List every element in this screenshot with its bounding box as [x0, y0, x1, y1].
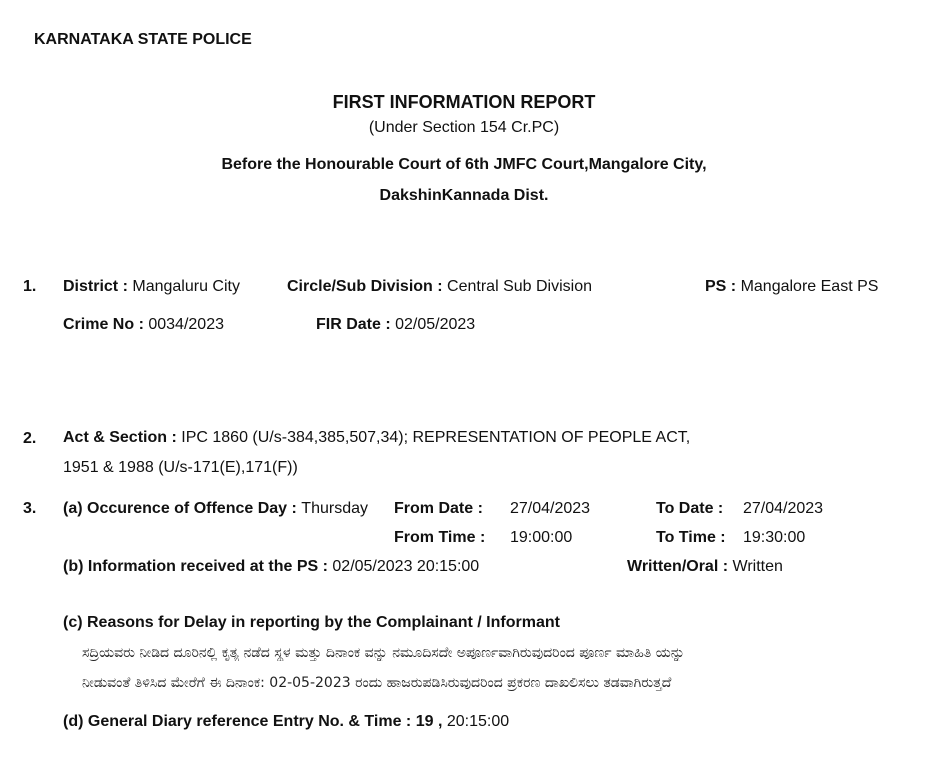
circle-label: Circle/Sub Division :: [287, 278, 443, 295]
to-time-label: To Time :: [656, 529, 726, 546]
fir-date-value: 02/05/2023: [395, 316, 476, 333]
from-date-value: 27/04/2023: [510, 500, 591, 517]
info-received-label: (b) Information received at the PS :: [63, 558, 328, 575]
from-time-label: From Time :: [394, 529, 486, 546]
page-subtitle: (Under Section 154 Cr.PC): [368, 119, 560, 136]
section-3-number: 3.: [23, 500, 37, 517]
to-time-value: 19:30:00: [743, 529, 806, 546]
fir-date-field: [316, 316, 475, 334]
act-section-value-line-1: IPC 1860 (U/s-384,385,507,34); REPRESENTATION OF PEOPLE ACT,: [181, 429, 691, 446]
general-diary-label: (d) General Diary reference Entry No. & Time : 19 ,: [63, 713, 443, 730]
crime-no-label: Crime No :: [63, 316, 144, 333]
from-time-value: 19:00:00: [510, 529, 573, 546]
page-title: FIRST INFORMATION REPORT: [332, 92, 596, 112]
district-label: District :: [63, 278, 128, 295]
fir-date-label: FIR Date :: [316, 316, 391, 333]
delay-reason-line-1: ಸದ್ರಿಯವರು ನೀಡಿದ ದೂರಿನಲ್ಲಿ ಕೃತ್ಯ ನಡೆದ ಸ್ಥಳ ಮತ್ತು ದಿನಾಂಕ ವನ್ನು ನಮೂದಿಸದೇ ಅಪೂರ್ಣವಾಗಿರುವುದರಿಂದ ಪೂರ್ಣ ಮಾಹಿತಿ ಯನ್ನು: [82, 645, 685, 661]
from-date-label: From Date :: [394, 500, 483, 517]
act-section-value-line-2: 1951 & 1988 (U/s-171(E),171(F)): [63, 459, 298, 476]
general-diary-time: 20:15:00: [446, 713, 510, 730]
general-diary-field: [63, 713, 509, 731]
written-oral-label: Written/Oral :: [627, 558, 729, 575]
act-section-field: [63, 429, 690, 447]
delay-reason-line-2: ನೀಡುವಂತೆ ತಿಳಿಸಿದ ಮೇರೆಗೆ ಈ ದಿನಾಂಕ: 02-05-2023 ರಂದು ಹಾಜರುಪಡಿಸಿರುವುದರಿಂದ ಪ್ರಕರಣ ದಾಖಲಿಸಲು ತಡವಾಗಿರುತ್ತದೆ: [82, 675, 672, 691]
district-value: Mangaluru City: [132, 278, 240, 295]
offence-day-value: Thursday: [301, 500, 368, 517]
ps-value: Mangalore East PS: [740, 278, 879, 295]
district-field: [63, 278, 240, 296]
court-line-1: Before the Honourable Court of 6th JMFC Court,Mangalore City,: [221, 156, 707, 173]
written-oral-value: Written: [732, 558, 783, 575]
circle-value: Central Sub Division: [447, 278, 592, 295]
crime-no-field: [63, 316, 224, 334]
organization-name: KARNATAKA STATE POLICE: [34, 31, 252, 48]
section-1-number: 1.: [23, 278, 37, 295]
crime-no-value: 0034/2023: [148, 316, 224, 333]
section-2-number: 2.: [23, 430, 37, 447]
court-line-2: DakshinKannada Dist.: [379, 187, 549, 204]
delay-reason-label: (c) Reasons for Delay in reporting by the Complainant / Informant: [63, 614, 560, 631]
to-date-label: To Date :: [656, 500, 724, 517]
info-received-value: 02/05/2023 20:15:00: [332, 558, 480, 575]
ps-field: [705, 278, 878, 296]
act-section-label: Act & Section :: [63, 429, 177, 446]
offence-day-label: (a) Occurence of Offence Day :: [63, 500, 297, 517]
written-oral-field: [627, 558, 783, 576]
circle-field: [287, 278, 592, 296]
info-received-field: [63, 558, 479, 576]
offence-day-field: [63, 500, 368, 518]
ps-label: PS :: [705, 278, 737, 295]
to-date-value: 27/04/2023: [743, 500, 824, 517]
